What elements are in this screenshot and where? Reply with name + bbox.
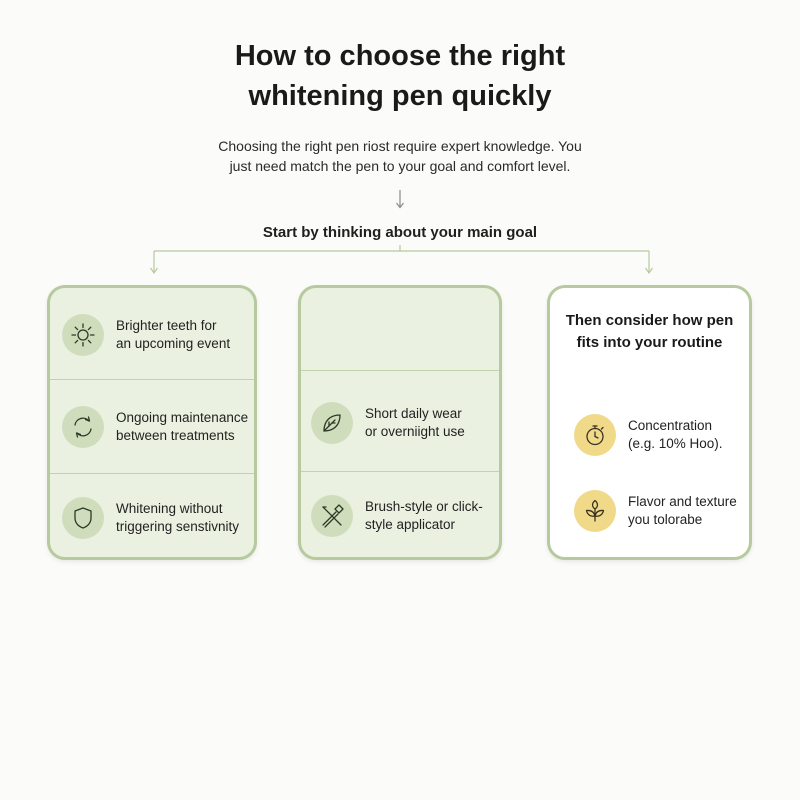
goal-text bbox=[116, 409, 248, 445]
routine-heading bbox=[550, 310, 749, 354]
goal-text bbox=[116, 500, 239, 536]
goal-text-line-1: Ongoing maintenance bbox=[116, 410, 249, 425]
usage-text bbox=[365, 405, 465, 441]
title-line-2: whitening pen quickly bbox=[248, 80, 552, 112]
goal-text-line-2: triggering senstivnity bbox=[116, 519, 240, 534]
refresh-icon bbox=[62, 406, 104, 448]
title-line-1: How to choose the right bbox=[234, 40, 566, 72]
routine-item bbox=[550, 486, 752, 536]
routine-heading-line-2: fits into your routine bbox=[576, 334, 723, 351]
routine-text-line-2: you tolorabe bbox=[628, 512, 703, 527]
shield-icon bbox=[62, 497, 104, 539]
routine-text bbox=[628, 417, 723, 453]
usage-text-line-1: Brush-style or click- bbox=[365, 499, 483, 514]
sun-icon bbox=[62, 314, 104, 356]
divider bbox=[301, 370, 499, 371]
usage-card bbox=[298, 285, 502, 560]
usage-text-line-2: or overniight use bbox=[365, 424, 465, 439]
plant-icon bbox=[574, 490, 616, 532]
intro-text bbox=[0, 136, 800, 176]
usage-text-line-1: Short daily wear bbox=[365, 406, 462, 421]
goal-text-line-1: Brighter teeth for bbox=[116, 318, 217, 333]
routine-text-line-1: Concentration bbox=[628, 418, 713, 433]
divider bbox=[301, 471, 499, 472]
intro-line-1: Choosing the right pen riost require expert knowledge. You bbox=[218, 138, 582, 154]
goal-card bbox=[47, 285, 257, 560]
routine-text bbox=[628, 493, 737, 529]
goal-text bbox=[116, 317, 230, 353]
goal-item bbox=[50, 493, 257, 543]
divider bbox=[50, 473, 254, 474]
leaf-icon bbox=[311, 402, 353, 444]
goal-item bbox=[50, 402, 257, 452]
routine-card bbox=[547, 285, 752, 560]
section-label: Start by thinking about your main goal bbox=[262, 224, 538, 241]
page-title bbox=[0, 36, 800, 116]
usage-text bbox=[365, 498, 483, 534]
goal-text-line-1: Whitening without bbox=[116, 501, 223, 516]
down-arrow-icon bbox=[392, 188, 408, 210]
routine-text-line-1: Flavor and texture bbox=[628, 494, 737, 509]
goal-text-line-2: an upcoming event bbox=[116, 336, 231, 351]
goal-text-line-2: between treatments bbox=[116, 428, 235, 443]
goal-item bbox=[50, 310, 257, 360]
divider bbox=[50, 379, 254, 380]
usage-text-line-2: style applicator bbox=[365, 517, 456, 532]
routine-item bbox=[550, 410, 752, 460]
intro-line-2: just need match the pen to your goal and comfort level. bbox=[229, 158, 571, 174]
usage-item bbox=[301, 398, 502, 448]
routine-heading-line-1: Then consider how pen bbox=[565, 312, 734, 329]
timer-icon bbox=[574, 414, 616, 456]
usage-item bbox=[301, 491, 502, 541]
routine-text-line-2: (e.g. 10% Hoo). bbox=[628, 436, 723, 451]
brush-icon bbox=[311, 495, 353, 537]
